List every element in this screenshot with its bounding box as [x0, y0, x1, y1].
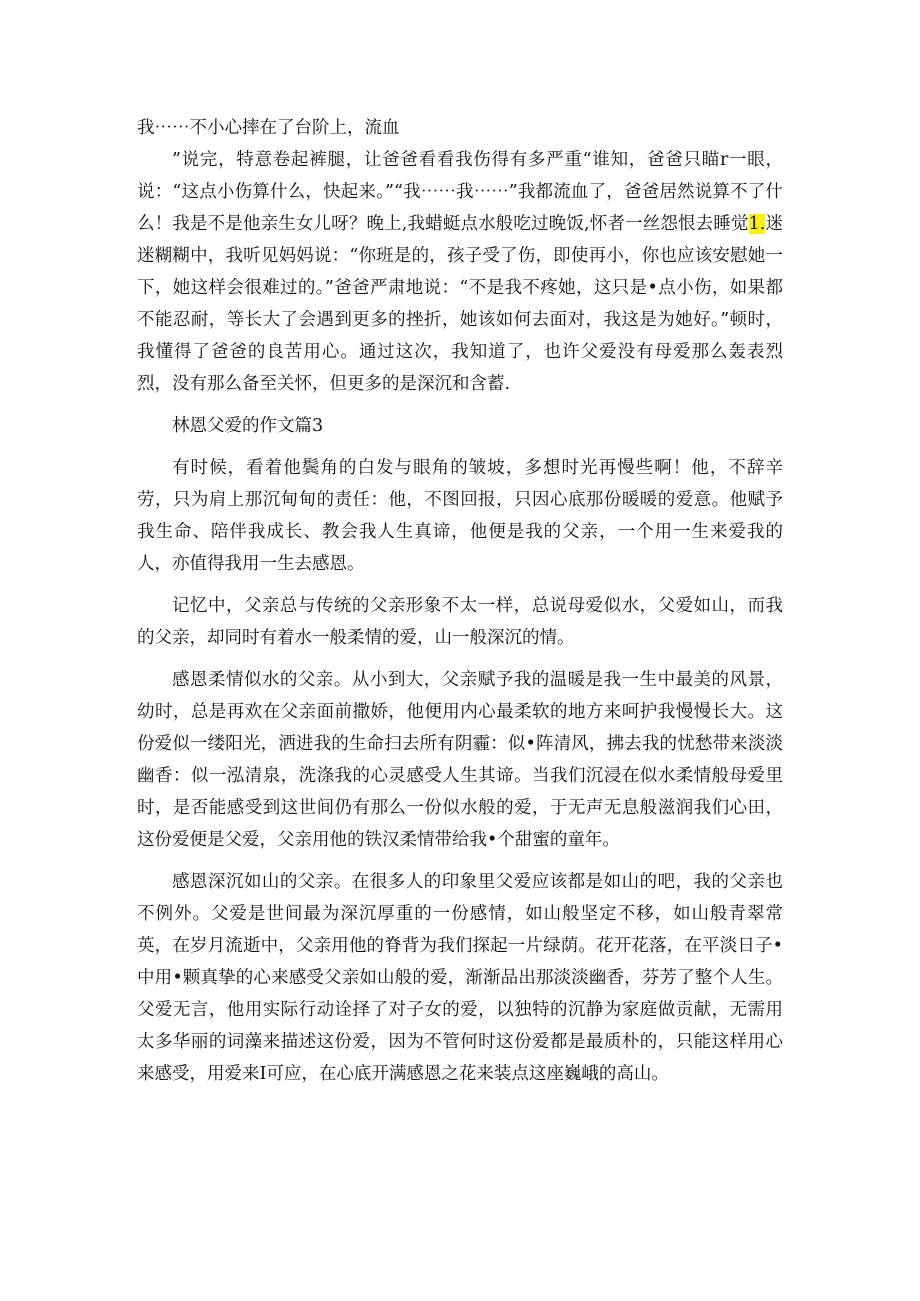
paragraph-1-text: 我⋯⋯不小心摔在了台阶上，流血	[137, 118, 400, 138]
paragraph-2-text-b: 迷迷糊糊中，我听见妈妈说：“你班是的，孩子受了伤，即使再小，你也应该安慰她一下，她这样会很难过的。”爸爸严肃地说：“不是我不疼她，这只是•点小伤，如果都不能忍耐，等长大了会遇到更多的挫折，她该如何去面对，我这是为她好。”顿时，我懂得了爸爸的良苦用心。通过这次，我知道了，也许父爱没有母爱那么轰表烈烈，没有那么备至关怀，但更多的是深沉和含蓄.	[137, 214, 784, 394]
paragraph-1	[137, 112, 783, 144]
paragraph-2-text-a: ”说完，特意卷起裤腿，让爸爸看看我伤得有多严重“谁知，爸爸只瞄r一眼，说：“这点小伤算什么，快起来。”“我⋯⋯我⋯⋯”我都流血了，爸爸居然说算不了什么！我是不是他亲生女儿呀？晚上,我蜡蜓点水般吃过晚饭,怀者一丝怨恨去睡觉	[137, 150, 783, 234]
highlighted-marker: 1.	[748, 214, 766, 234]
paragraph-5: 感恩柔情似水的父亲。从小到大，父亲赋予我的温暖是我一生中最美的风景，幼时，总是再欢在父亲面前撒娇，他便用内心最柔软的地方来呵护我慢慢长大。这份爱似一缕阳光，洒进我的生命扫去所有阴霾：似•阵清风，拂去我的忧愁带来淡淡幽香：似一泓清泉，洗涤我的心灵感受人生其谛。当我们沉浸在似水柔情般母爱里时，是否能感受到这世间仍有那么一份似水般的爱，于无声无息般滋润我们心田，这份爱便是父爱，父亲用他的铁汉柔情带给我•个甜蜜的童年。	[137, 670, 783, 850]
document-page	[137, 112, 783, 1090]
paragraph-6: 感恩深沉如山的父亲。在很多人的印象里父爱应该都是如山的吧，我的父亲也不例外。父爱是世间最为深沉厚重的一份感情，如山般坚定不移，如山般青翠常英，在岁月流逝中，父亲用他的脊背为我们探起一片绿荫。花开花落，在平淡日子•中用•颗真挚的心来感受父亲如山般的爱，渐渐品出那淡淡幽香，芬芳了整个人生。父爱无言，他用实际行动诠择了对子女的爱，以独特的沉静为家庭做贡献，无需用太多华丽的词藻来描述这份爱，因为不管何时这份爱都是最质朴的，只能这样用心来感受，用爱来I可应，在心底开满感恩之花来装点这座巍峨的高山。	[137, 872, 783, 1084]
paragraph-2	[137, 144, 783, 400]
paragraph-4: 记忆中，父亲总与传统的父亲形象不太一样，总说母爱似水，父爱如山，而我的父亲，却同时有着水一般柔情的爱，山一般深沉的情。	[137, 596, 783, 648]
section-heading: 林恩父爱的作文篇3	[172, 416, 324, 436]
paragraph-3: 有时候，看着他鬓角的白发与眼角的皱坡，多想时光再慢些啊！他，不辞辛劳，只为肩上那沉甸甸的责任：他，不图回报，只因心底那份暖暖的爱意。他赋予我生命、陪伴我成长、教会我人生真谛，他便是我的父亲，一个用一生来爱我的人，亦值得我用一生去感恩。	[137, 458, 783, 574]
